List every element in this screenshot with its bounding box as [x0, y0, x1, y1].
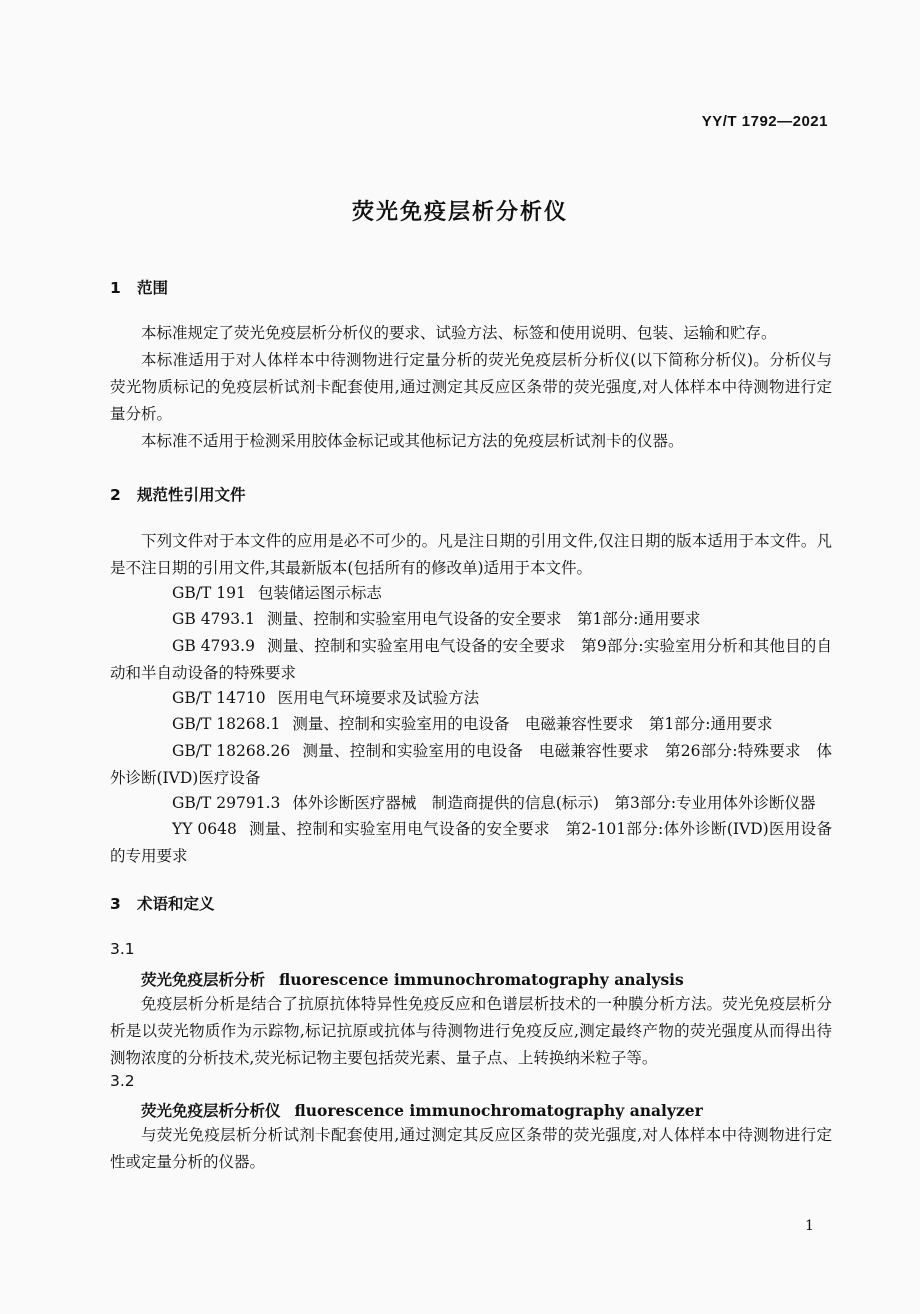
term-number: 3.2 [110, 1072, 135, 1090]
section-title: 规范性引用文件 [137, 486, 246, 504]
reference-code: GB/T 191 [172, 584, 246, 602]
reference-title: 测量、控制和实验室用的电设备 电磁兼容性要求 第26部分:特殊要求 体外诊断(IVD)医疗设备 [110, 742, 832, 787]
term-heading [141, 1099, 703, 1121]
reference-title: 包装储运图示标志 [257, 584, 382, 602]
term-chinese: 荧光免疫层析分析仪 [141, 1102, 281, 1120]
term-definition: 与荧光免疫层析分析试剂卡配套使用,通过测定其反应区条带的荧光强度,对人体样本中待测物进行定性或定量分析的仪器。 [110, 1126, 832, 1171]
document-title: 荧光免疫层析分析仪 [351, 200, 568, 225]
reference-code: YY 0648 [172, 820, 237, 838]
standard-code: YY/T 1792—2021 [701, 113, 828, 130]
term-english: fluorescence immunochromatography analyzer [294, 1101, 703, 1120]
reference-code: GB/T 14710 [172, 689, 266, 707]
reference-item [110, 711, 832, 738]
term-heading [141, 968, 684, 990]
reference-code: GB/T 18268.26 [172, 742, 291, 760]
term-english: fluorescence immunochromatography analysis [279, 970, 684, 989]
reference-title: 测量、控制和实验室用的电设备 电磁兼容性要求 第1部分:通用要求 [292, 715, 773, 733]
scope-paragraph-3: 本标准不适用于检测采用胶体金标记或其他标记方法的免疫层析试剂卡的仪器。 [141, 432, 684, 450]
section-number: 3 [110, 895, 121, 913]
reference-item [110, 685, 832, 712]
term-definition: 免疫层析分析是结合了抗原抗体特异性免疫反应和色谱层析技术的一种膜分析方法。荧光免疫层析分析是以荧光物质作为示踪物,标记抗原或抗体与待测物进行免疫反应,测定最终产物的荧光强度从而得出待测物浓度的分析技术,荧光标记物主要包括荧光素、量子点、上转换纳米粒子等。 [110, 995, 832, 1067]
section-title: 术语和定义 [137, 895, 215, 913]
reference-item [110, 738, 832, 792]
section-1-heading [110, 276, 168, 298]
reference-item [110, 580, 832, 607]
section-3-heading [110, 892, 215, 914]
reference-item [110, 633, 832, 687]
reference-title: 测量、控制和实验室用电气设备的安全要求 第1部分:通用要求 [266, 610, 701, 628]
section-number: 1 [110, 279, 121, 297]
reference-code: GB/T 29791.3 [172, 794, 281, 812]
reference-code: GB 4793.9 [172, 637, 255, 655]
term-chinese: 荧光免疫层析分析 [141, 971, 266, 989]
references-intro: 下列文件对于本文件的应用是必不可少的。凡是注日期的引用文件,仅注日期的版本适用于本文件。凡是不注日期的引用文件,其最新版本(包括所有的修改单)适用于本文件。 [110, 532, 832, 577]
section-title: 范围 [137, 279, 169, 297]
reference-item [110, 816, 832, 870]
section-2-heading [110, 483, 246, 505]
reference-title: 测量、控制和实验室用电气设备的安全要求 第9部分:实验室用分析和其他目的自动和半自动设备的特殊要求 [110, 637, 832, 682]
reference-code: GB 4793.1 [172, 610, 255, 628]
scope-paragraph-2: 本标准适用于对人体样本中待测物进行定量分析的荧光免疫层析分析仪(以下简称分析仪)。分析仪与荧光物质标记的免疫层析试剂卡配套使用,通过测定其反应区条带的荧光强度,对人体样本中待测物进行定量分析。 [110, 351, 832, 423]
section-number: 2 [110, 486, 121, 504]
reference-title: 医用电气环境要求及试验方法 [277, 689, 480, 707]
reference-item [110, 606, 832, 633]
reference-item [110, 790, 832, 817]
reference-title: 体外诊断医疗器械 制造商提供的信息(标示) 第3部分:专业用体外诊断仪器 [292, 794, 816, 812]
page-number: 1 [805, 1218, 814, 1234]
term-number: 3.1 [110, 940, 135, 958]
reference-title: 测量、控制和实验室用电气设备的安全要求 第2-101部分:体外诊断(IVD)医用设备的专用要求 [110, 820, 832, 865]
reference-code: GB/T 18268.1 [172, 715, 281, 733]
scope-paragraph-1: 本标准规定了荧光免疫层析分析仪的要求、试验方法、标签和使用说明、包装、运输和贮存。 [141, 324, 777, 342]
